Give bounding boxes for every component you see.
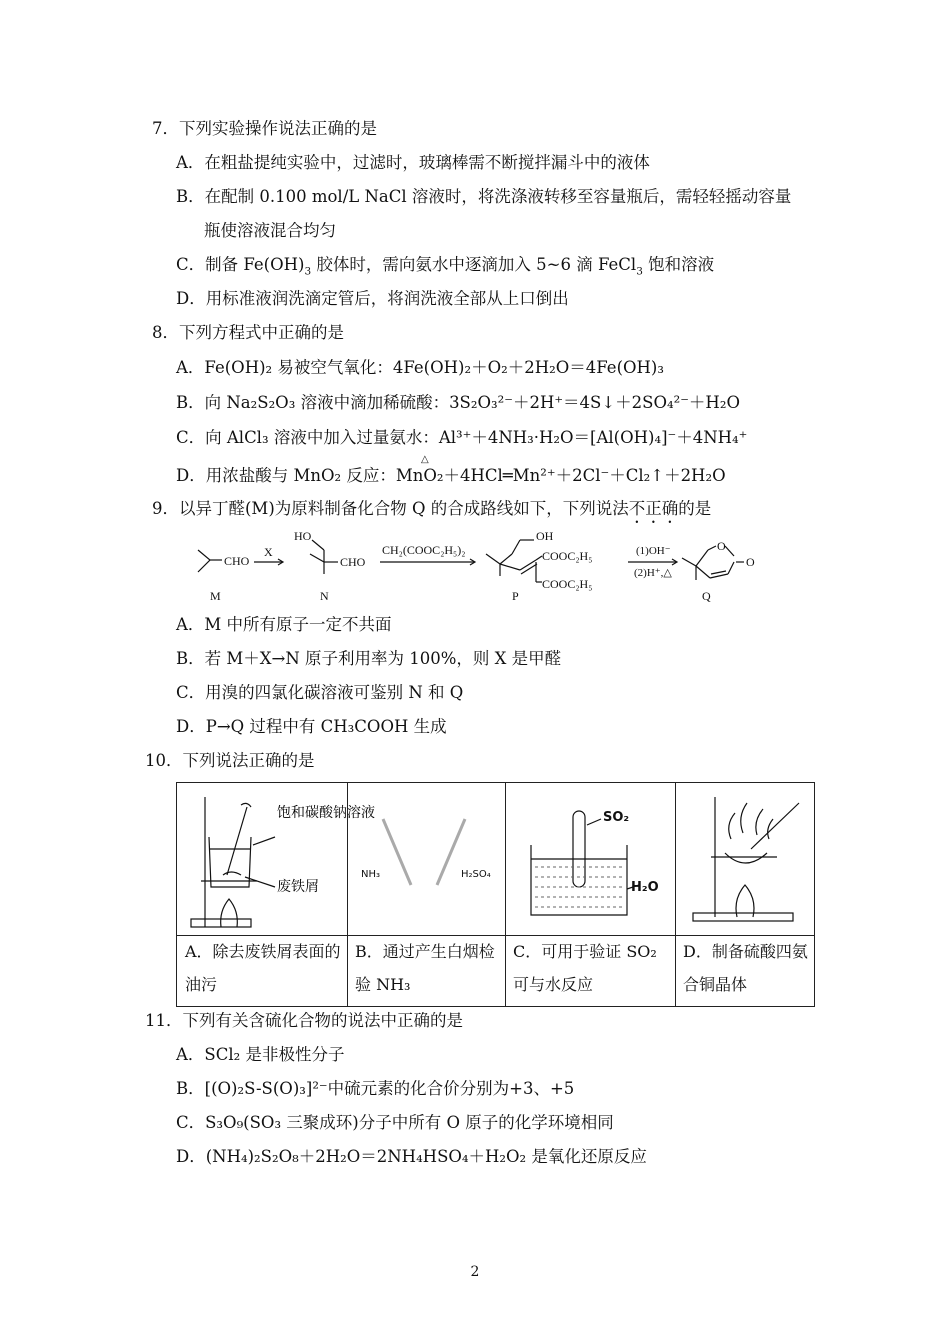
step3-reagent-top: (1)OH⁻ — [636, 545, 671, 557]
q8-stem: 8．下列方程式中正确的是 — [152, 323, 344, 342]
q-ring-o-label: O — [717, 539, 726, 553]
q9-option-d: D．P→Q 过程中有 CH₃COOH 生成 — [176, 717, 447, 736]
m-cho-label: CHO — [224, 554, 250, 568]
caption-d: D．制备硫酸四氨合铜晶体 — [683, 942, 808, 994]
q9-option-c: C．用溴的四氯化碳溶液可鉴别 N 和 Q — [176, 683, 464, 702]
q11-option-b: B．[(O)₂S-S(O)₃]²⁻中硫元素的化合价分别为+3、+5 — [176, 1079, 575, 1098]
q7-option-d: D．用标准液润洗滴定管后，将润洗液全部从上口倒出 — [176, 289, 569, 308]
q-carbonyl-o-label: O — [746, 555, 755, 569]
q8-option-d: D．用浓盐酸与 MnO₂ 反应：MnO₂＋4HCl═Mn²⁺＋2Cl⁻＋Cl₂↑＋2H₂O — [176, 466, 726, 485]
figure-c-h2o: H₂O — [631, 880, 659, 895]
reagent-malonate: CH₂(COOC₂H₅)₂ — [382, 543, 466, 557]
reagent-x: X — [264, 545, 273, 559]
figure-c-apparatus — [511, 797, 671, 927]
q11-option-c: C．S₃O₉(SO₃ 三聚成环)分子中所有 O 原子的化学环境相同 — [176, 1113, 614, 1132]
label-m: M — [210, 589, 221, 603]
q8-option-a: A．Fe(OH)₂ 易被空气氧化：4Fe(OH)₂＋O₂＋2H₂O＝4Fe(OH)₃ — [176, 358, 664, 377]
q7-option-b-line2: 瓶使溶液混合均匀 — [204, 221, 336, 240]
q11-option-d: D．(NH₄)₂S₂O₈＋2H₂O＝2NH₄HSO₄＋H₂O₂ 是氧化还原反应 — [176, 1147, 647, 1166]
q7-option-c: C．制备 $Fe(OH)_3$ 胶体时，需向氨水中逐滴加入 5~6 滴 FeCl$_3$ 饱和溶液 — [176, 255, 715, 278]
q7-stem: 7．下列实验操作说法正确的是 — [152, 119, 377, 138]
figure-c-so2: SO₂ — [603, 810, 630, 825]
p-oh-label: OH — [536, 529, 554, 543]
q8-option-c: C．向 AlCl₃ 溶液中加入过量氨水：Al³⁺＋4NH₃·H₂O＝[Al(OH)₄]⁻＋4NH₄⁺ — [176, 428, 748, 447]
figure-b-apparatus — [353, 813, 501, 913]
caption-a: A．除去废铁屑表面的油污 — [185, 942, 341, 994]
n-cho-label: CHO — [340, 555, 366, 569]
synthesis-scheme — [190, 526, 760, 606]
q10-stem: 10．下列说法正确的是 — [145, 751, 315, 770]
q9-emphasis: 不正确 — [628, 499, 679, 518]
caption-b: B．通过产生白烟检验 NH₃ — [355, 942, 495, 994]
label-n: N — [320, 589, 329, 603]
q7-option-b-line1: B．在配制 0.100 mol/L NaCl 溶液时，将洗涤液转移至容量瓶后，需轻轻摇动容量 — [176, 187, 792, 206]
q11-stem: 11．下列有关含硫化合物的说法中正确的是 — [145, 1011, 463, 1030]
heat-symbol: △ — [421, 454, 429, 465]
q10-figure-table — [176, 782, 815, 1007]
q9-option-a: A．M 中所有原子一定不共面 — [176, 615, 392, 634]
q7-option-a: A．在粗盐提纯实验中，过滤时，玻璃棒需不断搅拌漏斗中的液体 — [176, 153, 650, 172]
q8-option-b: B．向 Na₂S₂O₃ 溶液中滴加稀硫酸：3S₂O₃²⁻＋2H⁺＝4S↓＋2SO₄²⁻＋H₂O — [176, 393, 740, 412]
figure-d-apparatus — [681, 789, 811, 931]
q11-option-a: A．SCl₂ 是非极性分子 — [176, 1045, 345, 1064]
page-number: 2 — [470, 1264, 480, 1280]
q9-option-b: B．若 M＋X→N 原子利用率为 100%，则 X 是甲醛 — [176, 649, 562, 668]
m-skeleton — [198, 550, 210, 572]
figure-a-label2: 废铁屑 — [277, 879, 319, 895]
p-ester2-label: COOC₂H₅ — [542, 577, 593, 591]
q9-stem: 9．以异丁醛(M)为原料制备化合物 Q 的合成路线如下，下列说法不正确的是 — [152, 499, 712, 518]
label-p: P — [512, 589, 519, 603]
n-ho-label: HO — [294, 529, 312, 543]
figure-a-label: 饱和碳酸钠溶液 — [277, 805, 375, 821]
figure-b-nh3: NH₃ — [361, 869, 381, 880]
step3-reagent-bottom: (2)H⁺,△ — [634, 567, 672, 579]
p-ester1-label: COOC₂H₅ — [542, 549, 593, 563]
label-q: Q — [702, 589, 711, 603]
figure-b-h2so4: H₂SO₄ — [461, 869, 491, 880]
caption-c: C．可用于验证 SO₂ 可与水反应 — [513, 942, 657, 994]
